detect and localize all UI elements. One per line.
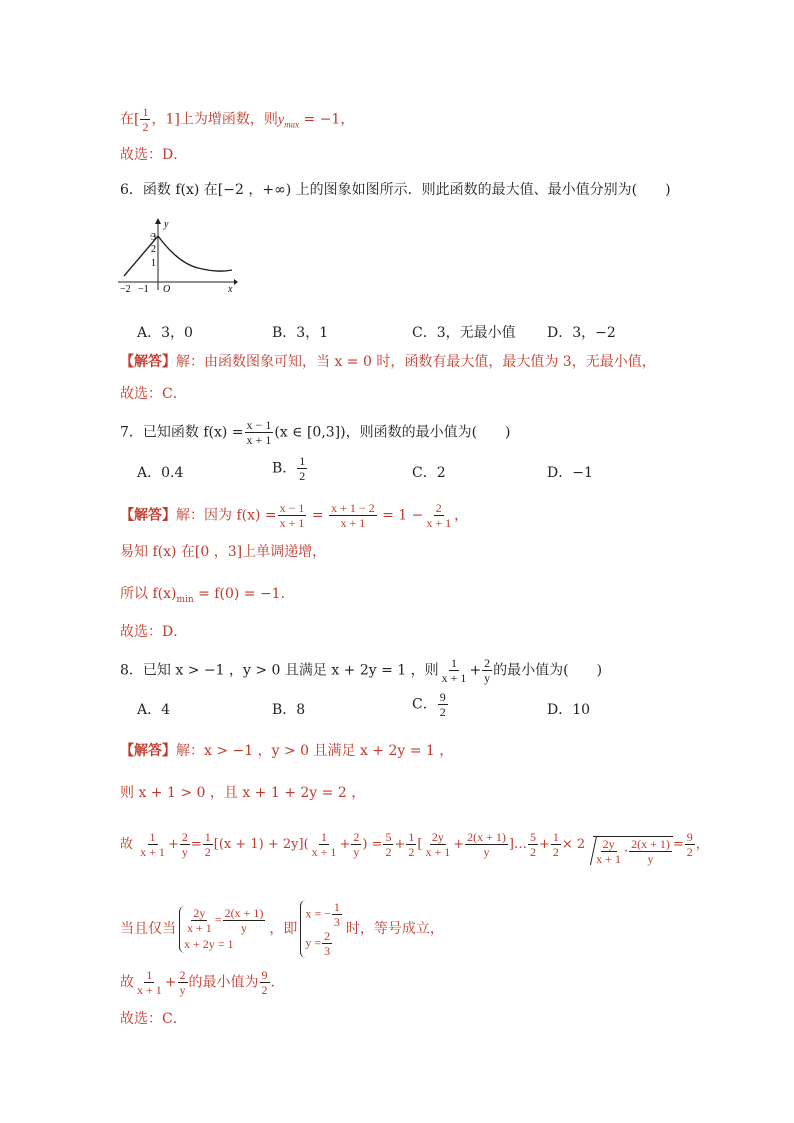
option-c: C．3，无最小值 [412,325,516,341]
option-a: A．3，0 [137,325,193,341]
option-b: B．8 [272,702,306,718]
answer-8-line5: 故 $\frac{1}{x + 1}$ + $\frac{2}{y}$ 的最小值为 $\frac{9}{2}$ ． [120,968,285,997]
x-axis-label: x [228,284,233,293]
option-d: D．−1 [547,465,593,481]
answer-8-choice: 故选：C． [120,1011,187,1027]
x-tick-neg2: −2 [120,284,131,293]
option-a: A．4 [137,702,171,718]
origin-label: O [163,284,171,293]
fraction: $\frac{x - 1}{x + 1}$ [246,418,272,447]
answer-6-choice: 故选：C． [120,386,187,402]
answer-6: 【解答】解：由函数图象可知，当 x = 0 时，函数有最大值，最大值为 3，无最小值， [120,354,656,370]
sqrt: $\frac{2y}{x + 1}$ · $\frac{2(x + 1)}{y}$ [593,836,673,866]
option-d: D．10 [547,702,591,718]
question-8: 8．已知 x > −1 ，y > 0 且满足 x + 2y = 1 ，则 $\frac{1}{x + 1}$ + $\frac{2}{y}$ 的最小值为( ) [120,656,603,685]
var: y [277,112,285,128]
option-c: C． $\frac{9}{2}$ [412,690,446,719]
option-b: B．3，1 [272,325,329,341]
answer-7: 【解答】解：因为 f(x) = $\frac{x - 1}{x + 1}$ = $\frac{x + 1 - 2}{x + 1}$ = 1 − $\frac{2}{x + 1}$ ， [120,501,469,530]
fraction: $\frac{1}{2}$ [142,105,149,134]
function-graph [118,218,238,293]
solution-brace: x = − $\frac{1}{3}$ y = $\frac{2}{3}$ [300,900,343,958]
answer-8: 【解答】解：x > −1 ，y > 0 且满足 x + 2y = 1 ， [120,743,454,759]
answer-7-choice: 故选：D． [120,624,188,640]
y-tick-2: 2 [151,244,156,255]
answer-tag: 【解答】 [120,354,176,370]
system-brace: $\frac{2y}{x + 1}$ = $\frac{2(x + 1)}{y}$ x + 2y = 1 [179,906,266,953]
text: 在[ [120,111,140,128]
prev-answer-choice: 故选：D． [120,147,188,163]
question-6: 6．函数 f(x) 在[−2 ，+∞) 上的图象如图所示．则此函数的最大值、最小值分别为( ) [120,182,671,198]
x-tick-neg1: −1 [138,284,149,293]
prev-answer-line: 在[ $\frac{1}{2}$ ，1]上为增函数，则$y_{max} = -1$， [120,105,355,134]
option-d: D．3，−2 [547,325,616,341]
answer-7-line3: 所以 $f(x)_{min} = f(0) = -1$． [120,586,295,605]
option-b: B． $\frac{1}{2}$ [272,454,306,483]
answer-8-line4: 当且仅当 $\frac{2y}{x + 1}$ = $\frac{2(x + 1)}{y}$ x + 2y = 1，即x = − $\frac{1}{3}$ y = $\frac{2}{3}$ 时，等号成立， [120,900,444,958]
y-axis-label: y [164,219,169,230]
option-c: C．2 [412,465,446,481]
answer-8-line3: 故 $\frac{1}{x + 1}$ + $\frac{2}{y}$ = $\frac{1}{2}$ [(x + 1) + 2y]( $\frac{1}{x + 1}$ + $\frac{2}{y}$ ) = $\frac{5}{2}$ + $\frac{1}{2}$ [ $\frac{2y}{x + 1}$ + $\frac{2(x + 1)}{y}$ ]… $\frac{5}{2}$ + $\frac{1}{2}$ × 2 $\frac{2y}{x + 1}$ · $\frac{2(x + 1)}{y}$ = $\frac{9}{2}$ ， [120,830,709,866]
y-tick-1: 1 [151,258,156,269]
answer-8-line2: 则 x + 1 > 0 ，且 x + 1 + 2y = 2 ， [120,785,366,801]
option-a: A．0.4 [137,465,184,481]
y-tick-3: 3 [151,232,156,243]
text: ，1]上为增函数，则 [151,111,278,128]
question-7: 7．已知函数 f(x) = $\frac{x - 1}{x + 1}$ (x ∈ [0,3])，则函数的最小值为( ) [120,418,511,447]
answer-7-line2: 易知 f(x) 在[0 ，3]上单调递增， [120,544,327,560]
